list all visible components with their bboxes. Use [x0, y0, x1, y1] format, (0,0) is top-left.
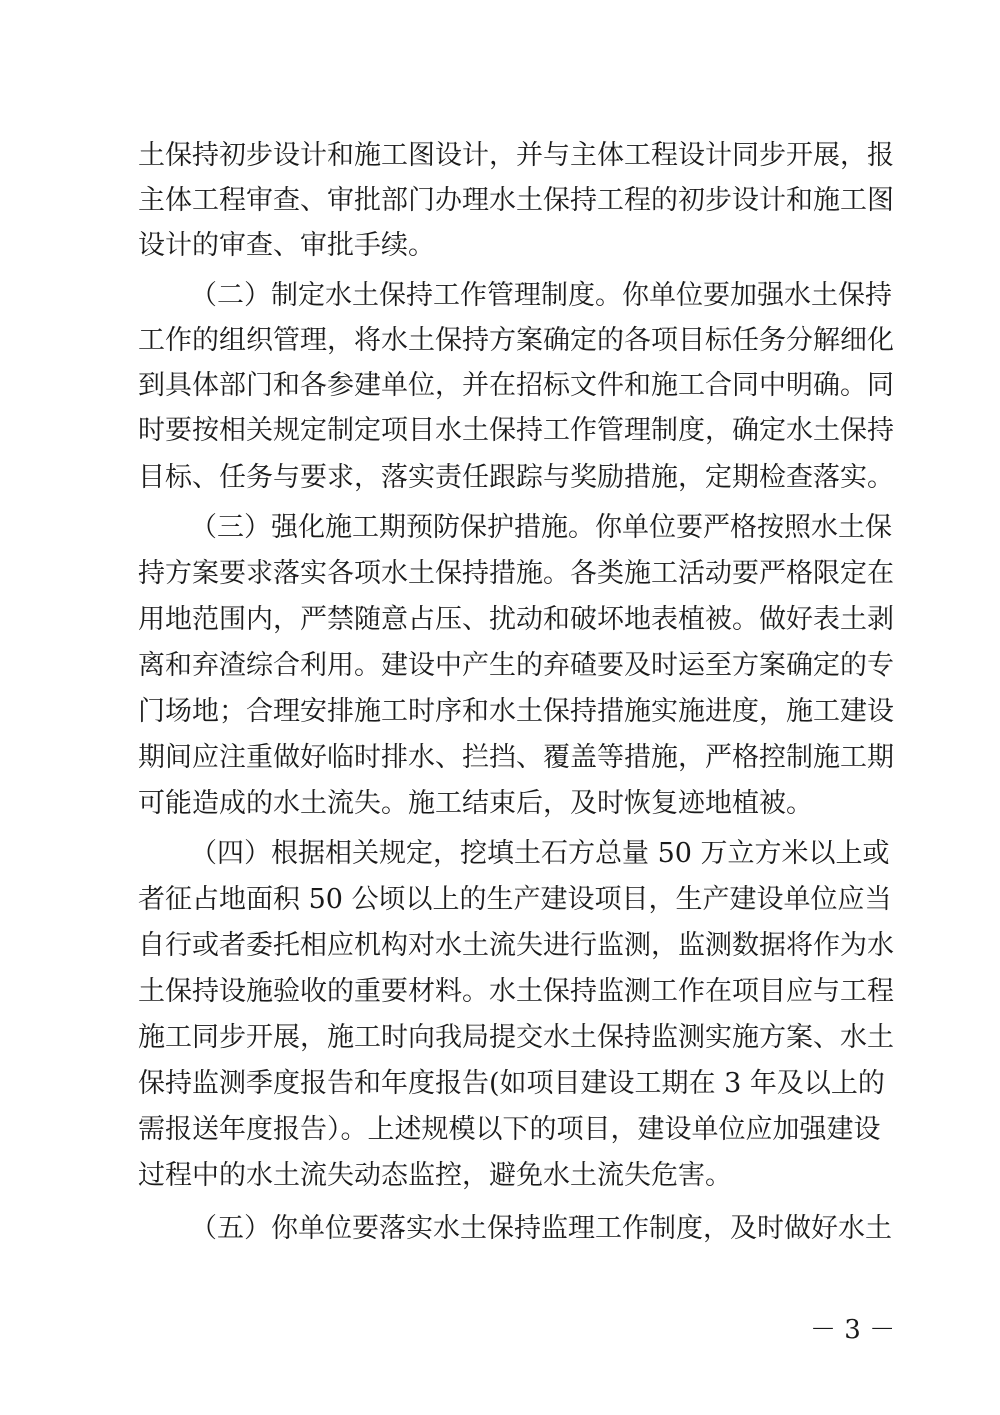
text-line: 目标、任务与要求，落实责任跟踪与奖励措施，定期检查落实。 [138, 462, 894, 493]
page-number: － 3 － [810, 1315, 896, 1345]
text-line: 工作的组织管理，将水土保持方案确定的各项目标任务分解细化 [138, 325, 894, 356]
text-line: 设计的审查、审批手续。 [138, 230, 435, 261]
text-line: 土保持设施验收的重要材料。水土保持监测工作在项目应与工程 [138, 976, 894, 1007]
text-line: 施工同步开展，施工时向我局提交水土保持监测实施方案、水土 [138, 1022, 894, 1053]
text-line: 需报送年度报告）。上述规模以下的项目，建设单位应加强建设 [138, 1114, 881, 1145]
text-line: 到具体部门和各参建单位，并在招标文件和施工合同中明确。同 [138, 370, 894, 401]
text-line: （五）你单位要落实水土保持监理工作制度，及时做好水土 [190, 1213, 892, 1244]
text-line: 可能造成的水土流失。施工结束后，及时恢复迹地植被。 [138, 788, 813, 819]
text-line: 主体工程审查、审批部门办理水土保持工程的初步设计和施工图 [138, 185, 894, 216]
text-line: 门场地；合理安排施工时序和水土保持措施实施进度，施工建设 [138, 696, 894, 727]
text-line: 离和弃渣综合利用。建设中产生的弃碴要及时运至方案确定的专 [138, 650, 894, 681]
text-line: （三）强化施工期预防保护措施。你单位要严格按照水土保 [190, 512, 892, 543]
text-line: 期间应注重做好临时排水、拦挡、覆盖等措施，严格控制施工期 [138, 742, 894, 773]
text-line: 保持监测季度报告和年度报告(如项目建设工期在 3 年及以上的 [138, 1068, 885, 1099]
text-line: 者征占地面积 50 公顷以上的生产建设项目，生产建设单位应当 [138, 884, 892, 915]
text-line: 过程中的水土流失动态监控，避免水土流失危害。 [138, 1160, 732, 1191]
text-line: 时要按相关规定制定项目水土保持工作管理制度，确定水土保持 [138, 415, 894, 446]
text-line: 土保持初步设计和施工图设计，并与主体工程设计同步开展，报 [138, 140, 894, 171]
text-line: （二）制定水土保持工作管理制度。你单位要加强水土保持 [190, 280, 892, 311]
text-line: 用地范围内，严禁随意占压、扰动和破坏地表植被。做好表土剥 [138, 604, 894, 635]
text-line: 自行或者委托相应机构对水土流失进行监测，监测数据将作为水 [138, 930, 894, 961]
text-line: （四）根据相关规定，挖填土石方总量 50 万立方米以上或 [190, 838, 890, 869]
text-line: 持方案要求落实各项水土保持措施。各类施工活动要严格限定在 [138, 558, 894, 589]
